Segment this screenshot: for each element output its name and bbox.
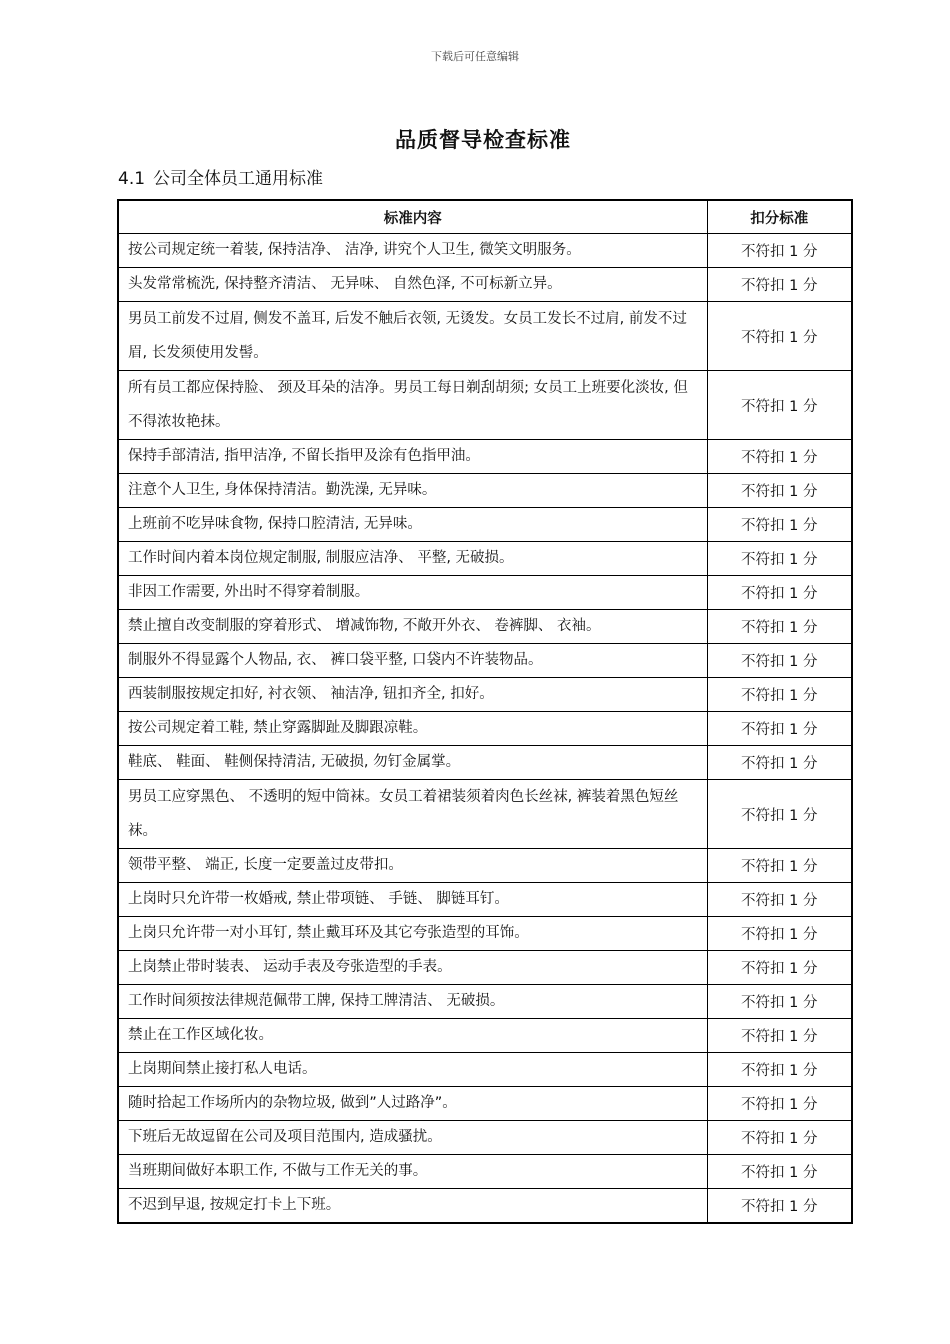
table-row [118, 678, 852, 712]
table-row [118, 234, 852, 268]
deduction-cell: 不符扣 1 分 [707, 746, 852, 780]
section-heading [118, 164, 323, 189]
deduction-cell: 不符扣 1 分 [707, 1019, 852, 1053]
table-row [118, 712, 852, 746]
table-row [118, 440, 852, 474]
deduction-column-header: 扣分标准 [707, 200, 852, 234]
table-row [118, 576, 852, 610]
table-row [118, 508, 852, 542]
table-row [118, 542, 852, 576]
deduction-cell: 不符扣 1 分 [707, 678, 852, 712]
deduction-cell: 不符扣 1 分 [707, 712, 852, 746]
standard-content-cell: 西装制服按规定扣好, 衬衣领、 袖洁净, 钮扣齐全, 扣好。 [118, 678, 707, 712]
section-title: 公司全体员工通用标准 [153, 169, 324, 189]
deduction-cell: 不符扣 1 分 [707, 917, 852, 951]
deduction-cell: 不符扣 1 分 [707, 542, 852, 576]
standard-content-cell: 上岗时只允许带一枚婚戒, 禁止带项链、 手链、 脚链耳钉。 [118, 883, 707, 917]
deduction-cell: 不符扣 1 分 [707, 1155, 852, 1189]
content-column-header: 标准内容 [118, 200, 707, 234]
standard-content-cell: 鞋底、 鞋面、 鞋侧保持清洁, 无破损, 勿钉金属掌。 [118, 746, 707, 780]
standard-content-cell: 下班后无故逗留在公司及项目范围内, 造成骚扰。 [118, 1121, 707, 1155]
standard-content-cell: 工作时间内着本岗位规定制服, 制服应洁净、 平整, 无破损。 [118, 542, 707, 576]
deduction-cell: 不符扣 1 分 [707, 610, 852, 644]
standard-content-cell: 随时拾起工作场所内的杂物垃圾, 做到”人过路净”。 [118, 1087, 707, 1121]
deduction-cell: 不符扣 1 分 [707, 780, 852, 849]
table-row [118, 268, 852, 302]
deduction-cell: 不符扣 1 分 [707, 849, 852, 883]
table-row [118, 474, 852, 508]
standard-content-cell: 上岗期间禁止接打私人电话。 [118, 1053, 707, 1087]
deduction-cell: 不符扣 1 分 [707, 576, 852, 610]
standard-content-cell: 制服外不得显露个人物品, 衣、 裤口袋平整, 口袋内不许装物品。 [118, 644, 707, 678]
deduction-cell: 不符扣 1 分 [707, 302, 852, 371]
deduction-cell: 不符扣 1 分 [707, 268, 852, 302]
deduction-cell: 不符扣 1 分 [707, 951, 852, 985]
deduction-cell: 不符扣 1 分 [707, 440, 852, 474]
table-row [118, 1019, 852, 1053]
deduction-cell: 不符扣 1 分 [707, 371, 852, 440]
table-row [118, 1053, 852, 1087]
table-row [118, 849, 852, 883]
table-row [118, 780, 852, 849]
standard-content-cell: 禁止擅自改变制服的穿着形式、 增减饰物, 不敞开外衣、 卷裤脚、 衣袖。 [118, 610, 707, 644]
table-row [118, 951, 852, 985]
table-body [118, 234, 852, 1224]
table-row [118, 1121, 852, 1155]
table-row [118, 985, 852, 1019]
standard-content-cell: 注意个人卫生, 身体保持清洁。勤洗澡, 无异味。 [118, 474, 707, 508]
table-row [118, 1189, 852, 1224]
table-row [118, 1087, 852, 1121]
table-row [118, 371, 852, 440]
header-note: 下载后可任意编辑 [431, 50, 519, 63]
standard-content-cell: 所有员工都应保持脸、 颈及耳朵的洁净。男员工每日剃刮胡须; 女员工上班要化淡妆, 但不得浓妆艳抹。 [118, 371, 707, 440]
deduction-cell: 不符扣 1 分 [707, 883, 852, 917]
deduction-cell: 不符扣 1 分 [707, 1053, 852, 1087]
standard-content-cell: 上岗只允许带一对小耳钉, 禁止戴耳环及其它夸张造型的耳饰。 [118, 917, 707, 951]
table-row [118, 610, 852, 644]
standard-content-cell: 非因工作需要, 外出时不得穿着制服。 [118, 576, 707, 610]
standard-content-cell: 按公司规定统一着装, 保持洁净、 洁净, 讲究个人卫生, 微笑文明服务。 [118, 234, 707, 268]
table-row [118, 302, 852, 371]
standard-content-cell: 头发常常梳洗, 保持整齐清洁、 无异味、 自然色泽, 不可标新立异。 [118, 268, 707, 302]
deduction-cell: 不符扣 1 分 [707, 1087, 852, 1121]
table-header-row [118, 200, 852, 234]
table-row [118, 917, 852, 951]
standard-content-cell: 领带平整、 端正, 长度一定要盖过皮带扣。 [118, 849, 707, 883]
deduction-cell: 不符扣 1 分 [707, 644, 852, 678]
standard-content-cell: 上班前不吃异味食物, 保持口腔清洁, 无异味。 [118, 508, 707, 542]
table-row [118, 746, 852, 780]
section-number: 4.1 [118, 169, 146, 189]
deduction-cell: 不符扣 1 分 [707, 1189, 852, 1224]
standard-content-cell: 男员工应穿黑色、 不透明的短中筒袜。女员工着裙装须着肉色长丝袜, 裤装着黑色短丝袜。 [118, 780, 707, 849]
standard-content-cell: 男员工前发不过眉, 侧发不盖耳, 后发不触后衣领, 无烫发。女员工发长不过肩, 前发不过眉, 长发须使用发髻。 [118, 302, 707, 371]
standard-content-cell: 上岗禁止带时装表、 运动手表及夸张造型的手表。 [118, 951, 707, 985]
deduction-cell: 不符扣 1 分 [707, 474, 852, 508]
standards-table [117, 199, 853, 1224]
table-row [118, 883, 852, 917]
standard-content-cell: 保持手部清洁, 指甲洁净, 不留长指甲及涂有色指甲油。 [118, 440, 707, 474]
standard-content-cell: 按公司规定着工鞋, 禁止穿露脚趾及脚跟凉鞋。 [118, 712, 707, 746]
deduction-cell: 不符扣 1 分 [707, 234, 852, 268]
deduction-cell: 不符扣 1 分 [707, 508, 852, 542]
standard-content-cell: 禁止在工作区域化妆。 [118, 1019, 707, 1053]
table-row [118, 644, 852, 678]
standard-content-cell: 当班期间做好本职工作, 不做与工作无关的事。 [118, 1155, 707, 1189]
deduction-cell: 不符扣 1 分 [707, 1121, 852, 1155]
standard-content-cell: 工作时间须按法律规范佩带工牌, 保持工牌清洁、 无破损。 [118, 985, 707, 1019]
table-row [118, 1155, 852, 1189]
deduction-cell: 不符扣 1 分 [707, 985, 852, 1019]
standard-content-cell: 不迟到早退, 按规定打卡上下班。 [118, 1189, 707, 1224]
document-title: 品质督导检查标准 [395, 128, 571, 152]
